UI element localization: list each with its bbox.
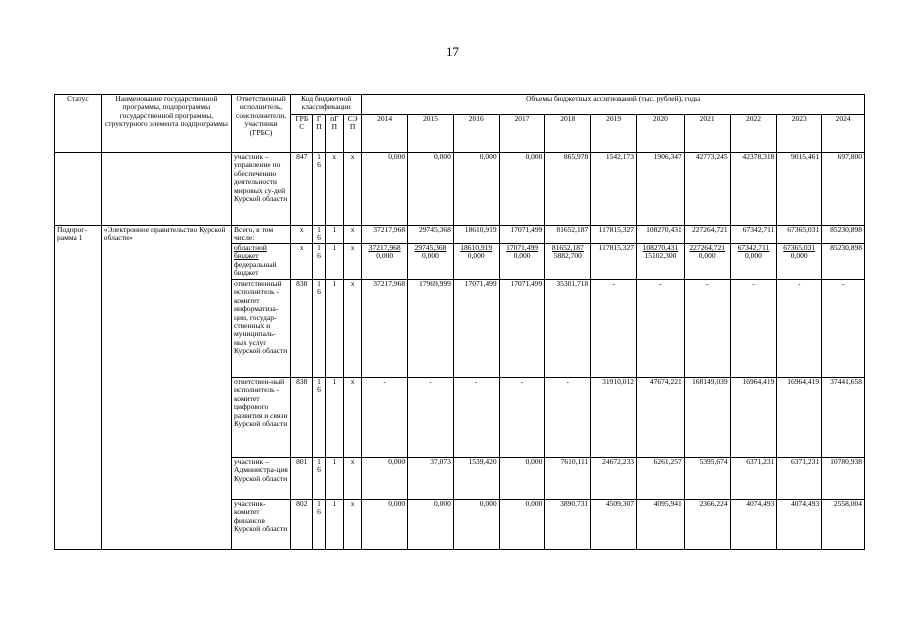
value-cell: 108270,431 <box>636 226 684 244</box>
code-grbs: x <box>291 244 313 280</box>
value-cell: 2366,224 <box>684 500 730 550</box>
value-cell <box>777 244 822 280</box>
header-gp: ГП <box>313 115 325 153</box>
value-cell: 17071,499 <box>499 280 545 378</box>
value-cell: 0,000 <box>408 153 454 226</box>
code-sep: x <box>343 458 361 500</box>
value-federal: 15102,300 <box>644 251 677 261</box>
executor-cell: участник – управление по обеспечению деятельности мировых су-дей Курской области <box>232 153 291 226</box>
value-cell: 227264,721 <box>684 226 730 244</box>
value-cell: 1906,347 <box>636 153 684 226</box>
code-grbs: x <box>291 226 313 244</box>
value-federal: 0,000 <box>422 251 439 261</box>
value-cell: - <box>730 280 777 378</box>
value-cell: 29745,368 <box>408 226 454 244</box>
status-cell: Подпрог-рамма 1 <box>55 226 102 550</box>
value-cell: 0,000 <box>453 500 499 550</box>
value-cell: - <box>822 280 865 378</box>
header-year: 2023 <box>777 115 822 153</box>
value-cell: 17071,499 <box>453 280 499 378</box>
name-cell <box>101 153 231 226</box>
code-sep: x <box>343 378 361 458</box>
value-cell: 47674,221 <box>636 378 684 458</box>
code-pgp: 1 <box>325 244 343 280</box>
value-cell: 2558,004 <box>822 500 865 550</box>
value-cell <box>822 244 865 280</box>
value-regional: 67365,031 <box>783 243 816 252</box>
header-year: 2016 <box>453 115 499 153</box>
value-cell: 168149,039 <box>684 378 730 458</box>
value-cell <box>408 244 454 280</box>
value-cell: 42773,245 <box>684 153 730 226</box>
value-cell: - <box>636 280 684 378</box>
value-cell: 37217,968 <box>362 226 408 244</box>
value-cell: 37217,968 <box>362 280 408 378</box>
value-regional: 18610,919 <box>460 243 493 252</box>
code-gp: 16 <box>313 458 325 500</box>
executor-federal: федеральный бюджет <box>234 259 277 278</box>
value-regional: 85230,898 <box>830 243 862 252</box>
header-year: 2018 <box>545 115 591 153</box>
value-cell: 6371,231 <box>777 458 822 500</box>
code-pgp: 1 <box>325 280 343 378</box>
code-pgp: 1 <box>325 378 343 458</box>
header-classification: Код бюджетной классификации <box>291 95 362 115</box>
value-federal: 0,000 <box>790 251 808 261</box>
value-federal: 5882,700 <box>553 251 582 261</box>
code-gp: 16 <box>313 378 325 458</box>
value-regional: 227264,721 <box>689 243 725 252</box>
value-cell: 42378,318 <box>730 153 777 226</box>
value-cell: - <box>684 280 730 378</box>
value-cell <box>453 244 499 280</box>
value-federal: 0,000 <box>745 251 762 261</box>
header-year: 2017 <box>499 115 545 153</box>
header-year: 2019 <box>591 115 637 153</box>
header-row-1 <box>55 95 865 115</box>
value-cell: 37441,658 <box>822 378 865 458</box>
value-federal: 0,000 <box>376 251 394 261</box>
code-grbs: 838 <box>291 378 313 458</box>
value-cell <box>591 244 637 280</box>
code-gp: 16 <box>313 244 325 280</box>
executor-cell: участник – Администра-ция Курской области <box>232 458 291 500</box>
value-cell: 37,073 <box>408 458 454 500</box>
value-cell: 9015,461 <box>777 153 822 226</box>
value-cell: - <box>545 378 591 458</box>
code-gp: 16 <box>313 153 325 226</box>
value-cell: 1539,420 <box>453 458 499 500</box>
value-cell: 7610,111 <box>545 458 591 500</box>
value-cell: 0,000 <box>408 500 454 550</box>
value-cell: 865,978 <box>545 153 591 226</box>
value-cell: 0,000 <box>362 458 408 500</box>
value-cell <box>545 244 591 280</box>
status-cell <box>55 153 102 226</box>
header-name: Наименование государственной программы, подпрограммы государственной программы, структурного элемента подпрограммы <box>101 95 231 153</box>
budget-table <box>54 94 865 550</box>
value-regional: 67342,711 <box>737 243 770 252</box>
value-cell: 4095,941 <box>636 500 684 550</box>
value-cell: 0,000 <box>499 500 545 550</box>
header-year: 2021 <box>684 115 730 153</box>
code-sep: x <box>343 244 361 280</box>
value-cell: 17071,499 <box>499 226 545 244</box>
value-cell: 67365,031 <box>777 226 822 244</box>
value-cell: 6261,257 <box>636 458 684 500</box>
value-cell: 67342,711 <box>730 226 777 244</box>
code-pgp: x <box>325 153 343 226</box>
value-cell: 35301,718 <box>545 280 591 378</box>
table-row <box>55 226 865 244</box>
value-federal: 0,000 <box>698 251 716 261</box>
page-number: 17 <box>446 44 459 59</box>
value-cell: - <box>453 378 499 458</box>
code-grbs: 802 <box>291 500 313 550</box>
value-cell: 0,000 <box>362 153 408 226</box>
header-pgp: пГП <box>325 115 343 153</box>
value-regional: 37217,968 <box>368 243 401 252</box>
header-status: Статус <box>55 95 102 153</box>
value-regional: 108270,431 <box>642 243 679 252</box>
header-sep: СЭП <box>343 115 361 153</box>
value-cell: 18610,919 <box>453 226 499 244</box>
header-year: 2014 <box>362 115 408 153</box>
value-cell: 3890,731 <box>545 500 591 550</box>
executor-cell: ответствен-ный исполнитель - комитет цифрового развития и связи Курской области <box>232 378 291 458</box>
executor-cell: участник-комитет финансов Курской области <box>232 500 291 550</box>
code-pgp: 1 <box>325 500 343 550</box>
header-year: 2015 <box>408 115 454 153</box>
code-pgp: 1 <box>325 226 343 244</box>
value-cell: 31910,012 <box>591 378 637 458</box>
value-cell: 24672,233 <box>591 458 637 500</box>
value-cell: - <box>408 378 454 458</box>
executor-cell: Всего, в том числе: <box>232 226 291 244</box>
code-grbs: 838 <box>291 280 313 378</box>
code-gp: 16 <box>313 500 325 550</box>
value-cell: 0,000 <box>362 500 408 550</box>
name-cell: «Электронное правительство Курской области» <box>101 226 231 550</box>
header-grbs: ГРБС <box>291 115 313 153</box>
value-cell <box>730 244 777 280</box>
executor-cell <box>232 244 291 280</box>
header-volumes: Объемы бюджетных ассигнований (тыс. рублей), годы <box>362 95 865 115</box>
header-year: 2022 <box>730 115 777 153</box>
value-cell: 85230,898 <box>822 226 865 244</box>
value-cell: 17969,999 <box>408 280 454 378</box>
value-cell: 697,800 <box>822 153 865 226</box>
value-federal: 0,000 <box>467 251 485 261</box>
value-cell: 0,000 <box>499 153 545 226</box>
value-federal: 0,000 <box>513 251 531 261</box>
value-regional: 81652,187 <box>551 243 584 252</box>
value-cell: 10780,938 <box>822 458 865 500</box>
value-regional: 17071,499 <box>506 243 538 252</box>
value-cell: - <box>591 280 637 378</box>
header-executor: Ответственный исполнитель, соисполнители, участники (ГРБС) <box>232 95 291 153</box>
code-sep: x <box>343 280 361 378</box>
executor-cell: ответственный исполнитель - комитет информатиза-ции, государ-ственных и муниципаль-ных услуг Курской области <box>232 280 291 378</box>
value-cell: 6371,231 <box>730 458 777 500</box>
value-cell: 1542,173 <box>591 153 637 226</box>
table-row <box>55 153 865 226</box>
value-cell: - <box>362 378 408 458</box>
value-cell <box>499 244 545 280</box>
code-sep: x <box>343 153 361 226</box>
value-cell <box>684 244 730 280</box>
code-sep: x <box>343 226 361 244</box>
value-regional: 29745,368 <box>414 243 447 252</box>
value-regional: 117815,327 <box>598 243 634 252</box>
code-gp: 16 <box>313 226 325 244</box>
value-cell <box>362 244 408 280</box>
value-cell: 4509,307 <box>591 500 637 550</box>
value-cell: 117815,327 <box>591 226 637 244</box>
value-cell: 4074,493 <box>730 500 777 550</box>
value-cell: 4074,493 <box>777 500 822 550</box>
value-cell <box>636 244 684 280</box>
value-cell: 16964,419 <box>730 378 777 458</box>
executor-regional: областной бюджет <box>234 243 267 261</box>
value-cell: - <box>777 280 822 378</box>
value-cell: 0,000 <box>499 458 545 500</box>
code-pgp: 1 <box>325 458 343 500</box>
code-grbs: 801 <box>291 458 313 500</box>
value-cell: 16964,419 <box>777 378 822 458</box>
header-year: 2024 <box>822 115 865 153</box>
code-sep: x <box>343 500 361 550</box>
code-grbs: 847 <box>291 153 313 226</box>
value-cell: 0,000 <box>453 153 499 226</box>
value-cell: 5395,674 <box>684 458 730 500</box>
header-year: 2020 <box>636 115 684 153</box>
value-cell: 81652,187 <box>545 226 591 244</box>
value-cell: - <box>499 378 545 458</box>
code-gp: 16 <box>313 280 325 378</box>
